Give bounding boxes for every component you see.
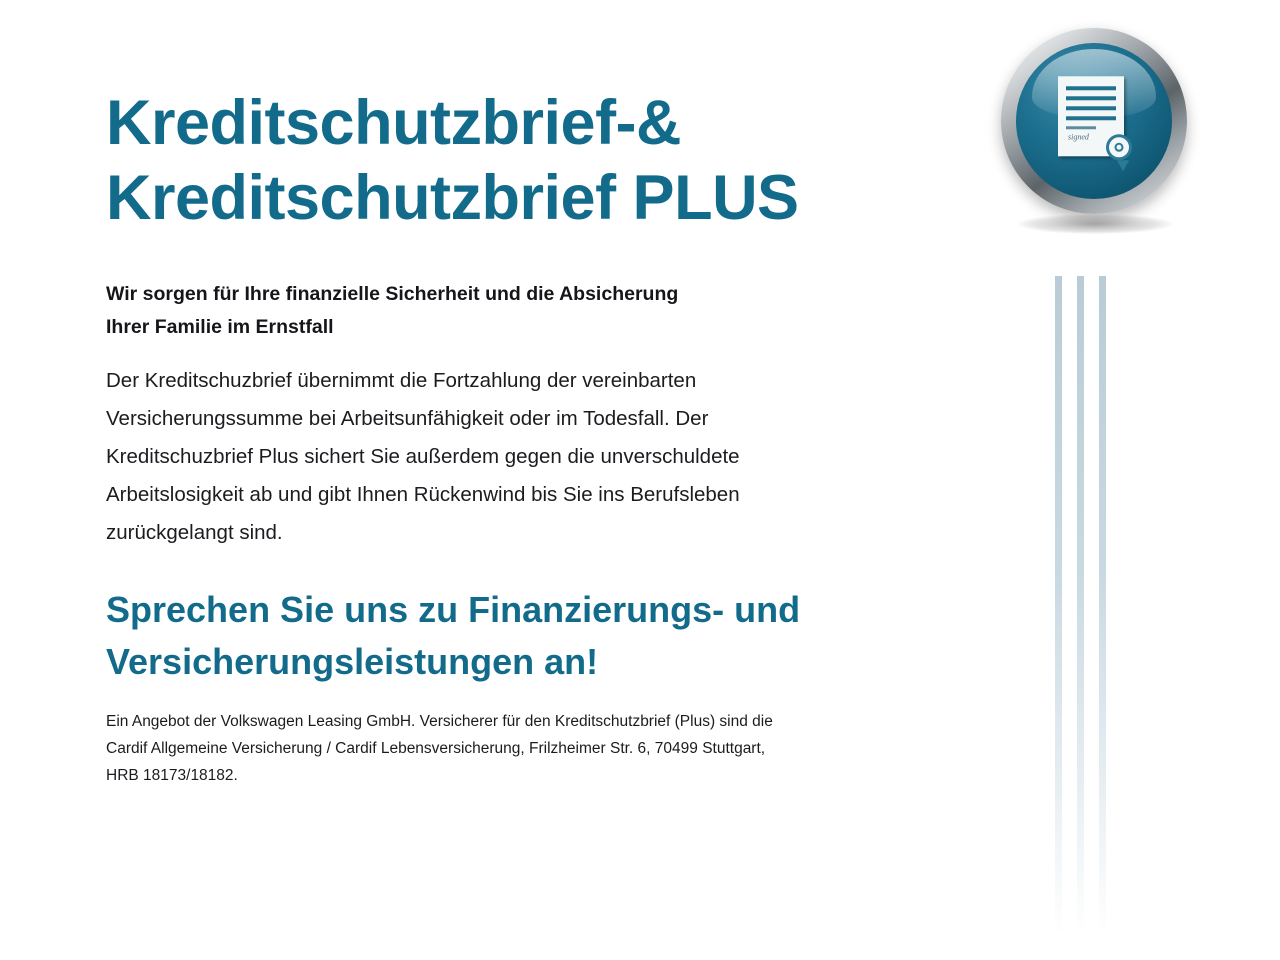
cert-rule-4 (1066, 116, 1116, 120)
certificate-signature-text: signed (1068, 132, 1089, 142)
badge-bezel (1001, 28, 1187, 214)
cta-line-1: Sprechen Sie uns zu Finanzierungs- und (106, 589, 801, 630)
legal-disclaimer (106, 708, 906, 789)
call-to-action (106, 584, 966, 688)
page-title (106, 86, 926, 235)
page-title-line-1: Kreditschutzbrief-& (106, 88, 682, 159)
legal-line-2: Cardif Allgemeine Versicherung / Cardif Lebensversicherung, Frilzheimer Str. 6, 70499 Stuttgart, (106, 740, 766, 758)
lead-paragraph (106, 278, 866, 344)
body-paragraph (106, 362, 906, 552)
decorative-stripes (1055, 276, 1125, 936)
body-line-5: zurückgelangt sind. (106, 520, 283, 544)
cert-rule-2 (1066, 96, 1116, 100)
cta-line-2: Versicherungsleistungen an! (106, 641, 599, 683)
seal-ribbon-icon (1117, 160, 1129, 171)
badge-drop-shadow (1017, 214, 1173, 234)
body-line-4: Arbeitslosigkeit ab und gibt Ihnen Rückenwind bis Sie ins Berufsleben (106, 482, 740, 506)
legal-line-3: HRB 18173/18182. (106, 767, 238, 785)
stripe-3 (1099, 276, 1106, 936)
page-title-line-2: Kreditschutzbrief PLUS (106, 162, 799, 233)
body-line-2: Versicherungssumme bei Arbeitsunfähigkeit oder im Todesfall. Der (106, 406, 709, 430)
cert-rule-1 (1066, 86, 1116, 90)
lead-line-2: Ihrer Familie im Ernstfall (106, 315, 334, 338)
stripe-2 (1077, 276, 1084, 936)
cert-rule-3 (1066, 106, 1116, 110)
certificate-badge (995, 28, 1195, 248)
legal-line-1: Ein Angebot der Volkswagen Leasing GmbH. Versicherer für den Kreditschutzbrief (Plus) sind die (106, 713, 773, 730)
cert-rule-5 (1066, 126, 1096, 129)
body-line-3: Kreditschuzbrief Plus sichert Sie außerdem gegen die unverschuldete (106, 444, 740, 468)
body-line-1: Der Kreditschuzbrief übernimmt die Fortzahlung der vereinbarten (106, 369, 697, 392)
badge-face (1016, 43, 1172, 199)
wax-seal-icon (1106, 134, 1132, 160)
stripe-1 (1055, 276, 1062, 936)
lead-line-1: Wir sorgen für Ihre finanzielle Sicherheit und die Absicherung (106, 283, 679, 305)
certificate-seal-icon (1058, 76, 1130, 162)
